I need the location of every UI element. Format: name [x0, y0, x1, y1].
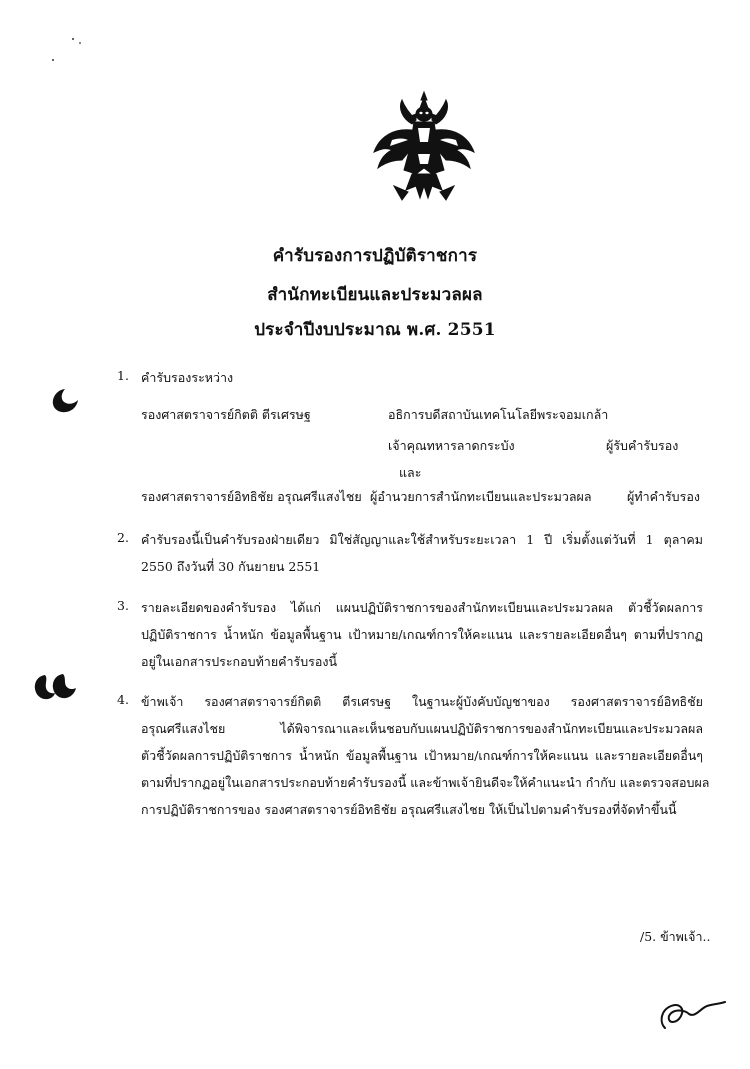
continuation-marker: /5. ข้าพเจ้า.. [640, 929, 711, 944]
punch-hole-mark [33, 672, 77, 702]
paragraph-line: อยู่ในเอกสารประกอบท้ายคำรับรองนี้ [141, 654, 338, 669]
item-number: 1. [117, 368, 129, 383]
paragraph-line: ตามที่ปรากฏอยู่ในเอกสารประกอบท้ายคำรับรองนี้ และข้าพเจ้ายินดีจะให้คำแนะนำ กำกับ และตรวจสอบผล [141, 775, 710, 790]
signature-initials [655, 994, 727, 1034]
item-number: 2. [117, 530, 129, 545]
paragraph-line: การปฏิบัติราชการของ รองศาสตราจารย์อิทธิชัย อรุณศรีแสงไชย ให้เป็นไปตามคำรับรองที่จัดทำขึ้นนี้ [141, 802, 677, 817]
garuda-emblem [372, 90, 476, 202]
document-subtitle-unit: สำนักทะเบียนและประมวลผล [267, 285, 483, 305]
party1-position-line1: อธิการบดีสถาบันเทคโนโลยีพระจอมเกล้า [388, 407, 609, 422]
item-number: 4. [117, 692, 129, 707]
party2-name: รองศาสตราจารย์อิทธิชัย อรุณศรีแสงไชย [141, 489, 362, 504]
item-heading: คำรับรองระหว่าง [141, 370, 234, 385]
paragraph-line: ปฏิบัติราชการ น้ำหนัก ข้อมูลพื้นฐาน เป้าหมาย/เกณฑ์การให้คะแนน และรายละเอียดอื่นๆ ตามที่ปรากฏ [141, 627, 703, 642]
punch-hole-mark [51, 388, 79, 414]
paragraph-line: อรุณศรีแสงไชย ได้พิจารณาและเห็นชอบกับแผนปฏิบัติราชการของสำนักทะเบียนและประมวลผล [141, 721, 703, 736]
paragraph-line: 2550 ถึงวันที่ 30 กันยายน 2551 [141, 559, 321, 574]
paragraph-line: รายละเอียดของคำรับรอง ได้แก่ แผนปฏิบัติราชการของสำนักทะเบียนและประมวลผล ตัวชี้วัดผลการ [141, 600, 703, 615]
party2-position: ผู้อำนวยการสำนักทะเบียนและประมวลผล [370, 489, 592, 504]
document-title: คำรับรองการปฏิบัติราชการ [272, 246, 478, 266]
scan-speck [70, 36, 84, 46]
paragraph-line: ข้าพเจ้า รองศาสตราจารย์กิตติ ตีรเศรษฐ ในฐานะผู้บังคับบัญชาของ รองศาสตราจารย์อิทธิชัย [141, 694, 703, 709]
scan-speck [50, 57, 56, 63]
paragraph-line: ตัวชี้วัดผลการปฏิบัติราชการ น้ำหนัก ข้อมูลพื้นฐาน เป้าหมาย/เกณฑ์การให้คะแนน และรายละเอียดอื่นๆ [141, 748, 703, 763]
document-subtitle-year: ประจำปีงบประมาณ พ.ศ. 2551 [254, 320, 496, 340]
party1-name: รองศาสตราจารย์กิตติ ตีรเศรษฐ [141, 407, 311, 422]
item-number: 3. [117, 598, 129, 613]
party1-role: ผู้รับคำรับรอง [606, 438, 679, 453]
party1-position-line2: เจ้าคุณทหารลาดกระบัง [388, 438, 515, 453]
party2-role: ผู้ทำคำรับรอง [627, 489, 700, 504]
conjunction: และ [399, 465, 422, 480]
paragraph-line: คำรับรองนี้เป็นคำรับรองฝ่ายเดียว มิใช่สัญญาและใช้สำหรับระยะเวลา 1 ปี เริ่มตั้งแต่วันที่ 1 ตุลาคม [141, 532, 703, 547]
